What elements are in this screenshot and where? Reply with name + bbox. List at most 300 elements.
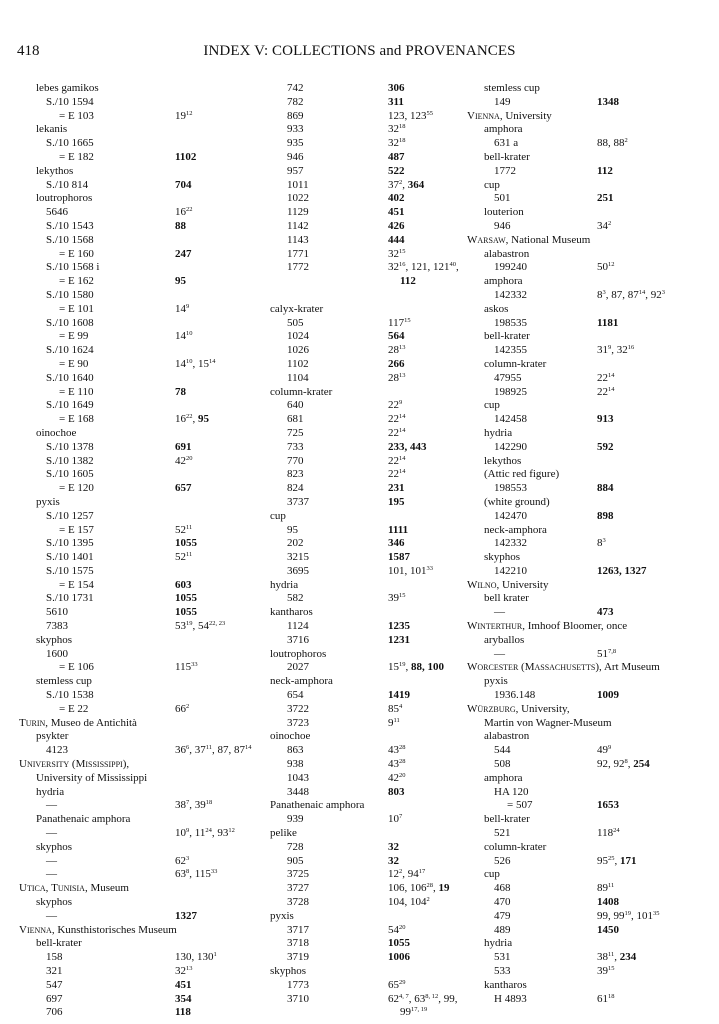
index-entry — [260, 1006, 460, 1020]
entry-label: 1102 — [287, 357, 309, 370]
entry-label: 640 — [287, 399, 304, 412]
entry-label: oinochoe — [270, 730, 311, 743]
entry-reference: 62$^{4, 7}$, 63$^{8, 12}$, 99, — [388, 992, 458, 1005]
entry-reference: 1348 — [597, 95, 619, 108]
entry-label: column-krater — [484, 357, 547, 370]
entry-label: Vienna, Kunsthistorisches Museum — [19, 923, 177, 936]
entry-label: amphora — [484, 123, 523, 136]
index-entry — [260, 730, 460, 744]
index-entry — [467, 524, 712, 538]
entry-label: calyx-krater — [270, 302, 324, 315]
index-column-right — [467, 82, 712, 1006]
entry-reference: 691 — [175, 440, 192, 453]
index-entry — [467, 786, 712, 800]
index-entry — [260, 744, 460, 758]
entry-reference: $8^3$, 87, $87^{14}$, $92^3$ — [597, 288, 665, 301]
entry-reference: $32^{13}$ — [175, 965, 193, 977]
entry-label: 158 — [46, 951, 63, 964]
entry-label: S./10 1538 — [46, 689, 94, 702]
entry-label: 631 a — [494, 137, 519, 150]
entry-reference: $10^7$ — [388, 813, 403, 826]
index-entry — [19, 979, 219, 993]
entry-reference: $14^{10}$ — [175, 330, 193, 343]
index-entry — [19, 137, 219, 151]
entry-label: hydria — [484, 937, 513, 950]
index-entry — [19, 179, 219, 193]
index-entry — [260, 951, 460, 965]
entry-label: amphora — [484, 275, 523, 288]
entry-reference: 354 — [175, 992, 192, 1005]
entry-label: 95 — [287, 523, 298, 536]
entry-reference: $15^{19}$, 88, 100 — [388, 661, 444, 674]
index-entry — [19, 551, 219, 565]
entry-reference: $32^{18}$ — [388, 123, 406, 136]
entry-label: lebes gamikos — [36, 82, 99, 94]
index-entry — [19, 689, 219, 703]
entry-label: S./10 1401 — [46, 551, 94, 564]
entry-label: Panathenaic amphora — [36, 813, 131, 826]
entry-label: cup — [270, 509, 286, 522]
entry-reference: $22^{14}$ — [388, 426, 406, 439]
entry-label: HA 120 — [494, 785, 529, 798]
index-entry — [19, 427, 219, 441]
entry-label: cup — [484, 178, 500, 191]
index-entry — [260, 979, 460, 993]
entry-label: S./10 1608 — [46, 316, 94, 329]
entry-label: 938 — [287, 758, 304, 771]
entry-reference: $85^4$ — [388, 702, 403, 715]
page-title: INDEX V: COLLECTIONS and PROVENANCES — [203, 43, 516, 59]
entry-label: 3723 — [287, 716, 309, 729]
entry-label: 4123 — [46, 744, 68, 757]
entry-reference: $28^{13}$ — [388, 371, 406, 384]
entry-reference: $19^{12}$ — [175, 109, 193, 122]
index-entry — [260, 179, 460, 193]
entry-reference: 247 — [175, 247, 192, 260]
entry-reference: 92, $92^8$, 254 — [597, 758, 650, 771]
entry-reference: $115^{33}$ — [175, 661, 198, 674]
entry-reference: $32^{16}$, 121, $121^{40}$, — [388, 261, 459, 274]
entry-label: aryballos — [484, 633, 525, 646]
entry-label: 142210 — [494, 564, 527, 577]
index-entry — [19, 827, 235, 841]
entry-label: 202 — [287, 537, 304, 550]
index-entry — [19, 151, 219, 165]
index-entry — [467, 220, 712, 234]
entry-reference: 51$^{7,8}$ — [597, 647, 617, 660]
index-entry — [260, 855, 460, 869]
entry-label: = E 106 — [59, 661, 94, 674]
entry-label: Turin, Museo de Antichità — [19, 716, 137, 729]
entry-reference: 1231 — [388, 633, 410, 646]
index-entry — [260, 592, 460, 606]
index-entry — [19, 634, 219, 648]
entry-label: 533 — [494, 965, 511, 977]
entry-label: 142290 — [494, 440, 527, 453]
index-collection-heading — [19, 758, 219, 772]
entry-label: 742 — [287, 82, 304, 94]
entry-reference: $43^{28}$ — [388, 744, 406, 757]
index-entry — [467, 924, 712, 938]
index-entry — [260, 786, 460, 800]
entry-reference: $38^7$, $39^{18}$ — [175, 799, 213, 812]
entry-label: 1129 — [287, 206, 309, 219]
index-entry — [467, 427, 712, 441]
entry-label: — — [46, 868, 57, 881]
entry-label: 654 — [287, 689, 304, 702]
entry-reference: 32 — [388, 854, 399, 867]
index-entry — [260, 289, 460, 303]
entry-label: alabastron — [484, 730, 530, 743]
index-collection-heading — [467, 661, 712, 675]
entry-label: 142355 — [494, 344, 527, 357]
entry-reference: 1055 — [175, 606, 197, 619]
entry-label: skyphos — [36, 633, 73, 646]
index-entry — [19, 372, 219, 386]
entry-label: neck-amphora — [270, 675, 333, 688]
index-entry — [260, 827, 460, 841]
entry-label: 321 — [46, 965, 63, 977]
index-entry — [260, 386, 460, 400]
entry-reference: $43^{28}$ — [388, 758, 406, 771]
index-entry — [467, 123, 712, 137]
entry-label: 681 — [287, 413, 304, 426]
index-entry — [19, 468, 219, 482]
index-entry — [260, 399, 460, 413]
index-entry — [260, 675, 460, 689]
entry-label: stemless cup — [484, 82, 540, 94]
entry-label: askos — [484, 302, 509, 315]
index-entry — [19, 220, 219, 234]
index-entry — [260, 482, 460, 496]
entry-reference: $62^3$ — [175, 854, 190, 867]
index-entry — [260, 703, 460, 717]
entry-reference: $16^{22}$, 95 — [175, 413, 209, 426]
index-entry — [467, 206, 712, 220]
entry-reference: 104, $104^2$ — [388, 896, 430, 909]
entry-label: 142470 — [494, 509, 527, 522]
index-entry — [260, 206, 460, 220]
index-entry — [467, 979, 712, 993]
entry-label: 470 — [494, 896, 511, 909]
index-collection-heading — [467, 234, 712, 248]
entry-label: S./10 1568 i — [46, 261, 100, 274]
entry-label: H 4893 — [494, 992, 527, 1005]
entry-reference: 1055 — [175, 537, 197, 550]
entry-reference: $61^{18}$ — [597, 992, 615, 1005]
index-entry — [19, 965, 219, 979]
entry-reference: 473 — [597, 606, 614, 619]
entry-reference: 1009 — [597, 689, 619, 702]
entry-label: hydria — [270, 578, 299, 591]
index-entry — [19, 1006, 219, 1020]
index-entry — [260, 910, 460, 924]
entry-label: S./10 1605 — [46, 468, 94, 481]
entry-reference: 444 — [388, 233, 405, 246]
entry-label: pyxis — [36, 495, 60, 508]
entry-reference: 592 — [597, 440, 614, 453]
entry-label: 1600 — [46, 647, 68, 660]
index-entry — [260, 82, 460, 96]
entry-reference: $66^2$ — [175, 702, 190, 715]
index-entry — [19, 275, 219, 289]
index-entry — [260, 620, 460, 634]
index-entry — [19, 482, 219, 496]
entry-label: S./10 1382 — [46, 454, 94, 467]
entry-label: — — [494, 606, 505, 619]
entry-reference: 1263, 1327 — [597, 564, 647, 577]
entry-label: Würzburg, University, — [467, 702, 570, 715]
entry-label: — — [494, 647, 505, 660]
entry-label: 1026 — [287, 344, 309, 357]
index-entry — [19, 896, 219, 910]
index-entry — [260, 813, 460, 827]
entry-reference: $38^{11}$, 234 — [597, 951, 637, 964]
index-entry — [260, 261, 460, 275]
index-entry — [467, 317, 712, 331]
entry-label: (Attic red figure) — [484, 468, 560, 481]
index-entry — [19, 386, 219, 400]
entry-reference: 1111 — [388, 523, 409, 536]
entry-label: amphora — [484, 771, 523, 784]
entry-reference: 451 — [388, 206, 405, 219]
index-column-middle — [260, 82, 460, 1020]
index-entry — [19, 261, 219, 275]
entry-label: neck-amphora — [484, 523, 547, 536]
index-entry — [467, 855, 712, 869]
entry-label: 531 — [494, 951, 511, 964]
index-entry — [260, 937, 460, 951]
index-entry — [260, 841, 460, 855]
index-entry — [19, 868, 219, 882]
entry-label: 706 — [46, 1006, 63, 1019]
entry-reference: 311 — [388, 95, 404, 108]
entry-reference: $22^{14}$ — [388, 468, 406, 481]
entry-reference: 704 — [175, 178, 192, 191]
entry-label: 2027 — [287, 661, 309, 674]
entry-reference: 101, $101^{33}$ — [388, 564, 433, 577]
entry-label: 199240 — [494, 261, 527, 274]
entry-reference: 195 — [388, 495, 405, 508]
index-entry — [467, 551, 712, 565]
entry-label: — — [46, 827, 57, 840]
entry-reference: 898 — [597, 509, 614, 522]
entry-label: 1011 — [287, 178, 309, 191]
entry-label: skyphos — [36, 840, 73, 853]
entry-reference: 1419 — [388, 689, 410, 702]
entry-label: 905 — [287, 854, 304, 867]
entry-label: 946 — [494, 219, 511, 232]
entry-reference: $52^{11}$ — [175, 523, 193, 536]
entry-label: = E 99 — [59, 330, 89, 343]
entry-label: 5610 — [46, 606, 68, 619]
entry-label: cup — [484, 399, 500, 412]
index-entry — [467, 468, 712, 482]
index-entry — [467, 82, 712, 96]
index-entry — [260, 358, 460, 372]
index-entry — [19, 496, 219, 510]
entry-label: = E 120 — [59, 482, 94, 495]
entry-label: 526 — [494, 854, 511, 867]
index-entry — [19, 206, 219, 220]
index-entry — [19, 510, 219, 524]
entry-label: 3215 — [287, 551, 309, 564]
entry-label: S./10 1649 — [46, 399, 94, 412]
entry-reference: $39^{15}$ — [388, 592, 406, 605]
entry-label: skyphos — [36, 896, 73, 909]
entry-reference: 1653 — [597, 799, 619, 812]
index-entry — [19, 993, 219, 1007]
index-entry — [260, 110, 460, 124]
entry-label: S./10 814 — [46, 178, 89, 191]
index-collection-heading — [467, 620, 712, 634]
entry-label: S./10 1568 — [46, 233, 94, 246]
entry-label: 733 — [287, 440, 304, 453]
entry-reference: 346 — [388, 537, 405, 550]
index-entry — [260, 579, 460, 593]
index-entry — [260, 123, 460, 137]
index-entry — [260, 896, 460, 910]
entry-label: 1772 — [494, 164, 516, 177]
entry-label: 1142 — [287, 219, 309, 232]
index-entry — [467, 289, 712, 303]
index-entry — [19, 620, 226, 634]
index-entry — [19, 730, 219, 744]
entry-label: = E 162 — [59, 275, 94, 288]
entry-reference: 130, $130^1$ — [175, 951, 217, 964]
index-entry — [260, 924, 460, 938]
entry-label: 3725 — [287, 868, 309, 881]
entry-reference: $22^{14}$ — [388, 454, 406, 467]
entry-label: University (Mississippi), — [19, 758, 130, 771]
entry-label: 1772 — [287, 261, 309, 274]
entry-label: 1143 — [287, 233, 309, 246]
entry-label: Martin von Wagner-Museum — [484, 716, 612, 729]
index-entry — [19, 841, 219, 855]
index-entry — [19, 675, 219, 689]
entry-reference: 913 — [597, 413, 614, 426]
entry-label: S./10 1580 — [46, 288, 94, 301]
index-entry — [467, 648, 712, 662]
index-entry — [19, 441, 219, 455]
index-entry — [467, 275, 712, 289]
index-entry — [19, 289, 219, 303]
index-entry — [260, 965, 460, 979]
entry-label: 3727 — [287, 882, 309, 895]
index-collection-heading — [19, 882, 219, 896]
entry-reference: $118^{24}$ — [597, 827, 620, 840]
entry-label: = E 110 — [59, 385, 94, 398]
index-entry — [19, 96, 219, 110]
entry-label: = E 101 — [59, 302, 94, 315]
index-entry — [260, 882, 460, 896]
index-entry — [260, 758, 460, 772]
entry-label: 3448 — [287, 785, 309, 798]
index-entry — [467, 841, 712, 855]
entry-reference: $39^{15}$ — [597, 965, 615, 977]
entry-label: bell-krater — [484, 330, 530, 343]
entry-label: 7383 — [46, 620, 68, 633]
index-entry — [260, 137, 460, 151]
index-entry — [467, 441, 712, 455]
entry-reference: 1587 — [388, 551, 410, 564]
entry-label: 198925 — [494, 385, 527, 398]
index-collection-heading — [467, 703, 712, 717]
entry-label: Panathenaic amphora — [270, 799, 365, 812]
index-entry — [260, 661, 460, 675]
entry-label: = E 160 — [59, 247, 94, 260]
entry-label: 142332 — [494, 537, 527, 550]
index-entry — [467, 882, 712, 896]
entry-reference: 306 — [388, 82, 405, 94]
entry-reference: 603 — [175, 578, 192, 591]
index-entry — [467, 772, 712, 786]
entry-reference: 106, $106^{28}$, 19 — [388, 882, 450, 895]
entry-reference: $54^{20}$ — [388, 923, 406, 936]
entry-label: pelike — [270, 827, 297, 840]
index-entry — [260, 151, 460, 165]
entry-label: 3717 — [287, 923, 309, 936]
entry-reference: 32 — [388, 840, 399, 853]
index-entry — [467, 730, 712, 744]
index-entry — [467, 482, 712, 496]
index-entry — [260, 868, 460, 882]
index-entry — [19, 330, 219, 344]
entry-label: = E 103 — [59, 109, 94, 122]
entry-reference: 522 — [388, 164, 405, 177]
index-entry — [260, 330, 460, 344]
index-entry — [260, 427, 460, 441]
entry-label: 824 — [287, 482, 304, 495]
entry-label: 198535 — [494, 316, 527, 329]
index-collection-heading — [467, 579, 712, 593]
entry-label: 1773 — [287, 978, 309, 991]
index-entry — [260, 537, 460, 551]
index-entry — [19, 786, 219, 800]
entry-reference: $22^{14}$ — [388, 413, 406, 426]
index-entry — [467, 96, 712, 110]
entry-label: — — [46, 799, 57, 812]
index-entry — [260, 220, 460, 234]
index-entry — [467, 496, 712, 510]
entry-label: 508 — [494, 758, 511, 771]
index-entry — [19, 358, 219, 372]
index-entry — [260, 248, 460, 262]
entry-label: 149 — [494, 95, 511, 108]
index-entry — [467, 689, 712, 703]
entry-reference: 1006 — [388, 951, 410, 964]
index-entry — [260, 303, 460, 317]
index-entry — [467, 358, 712, 372]
index-entry — [467, 827, 712, 841]
entry-reference: 95 — [175, 275, 186, 288]
index-entry — [467, 344, 712, 358]
entry-reference: 1055 — [175, 592, 197, 605]
entry-reference: $34^2$ — [597, 219, 612, 232]
entry-reference: 487 — [388, 150, 405, 163]
entry-label: alabastron — [484, 247, 530, 260]
index-entry — [467, 372, 712, 386]
entry-label: 957 — [287, 164, 304, 177]
index-entry — [19, 772, 219, 786]
index-entry — [260, 165, 460, 179]
entry-reference: $50^{12}$ — [597, 261, 615, 274]
index-entry — [260, 96, 460, 110]
entry-label: 935 — [287, 137, 304, 150]
entry-label: 1024 — [287, 330, 309, 343]
index-entry — [260, 717, 460, 731]
entry-label: louterion — [484, 206, 524, 219]
